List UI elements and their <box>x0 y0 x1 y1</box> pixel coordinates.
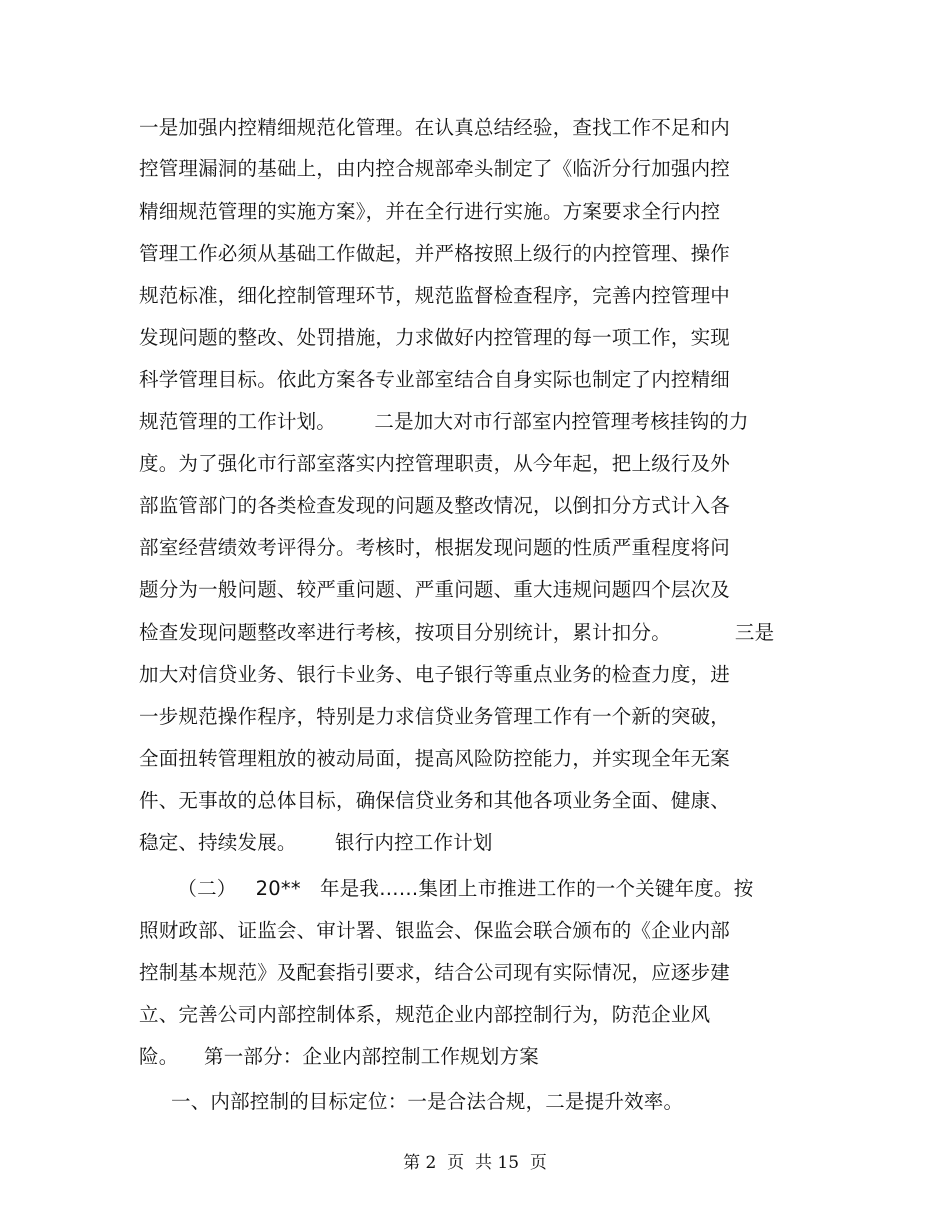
text-line: 控制基本规范》及配套指引要求，结合公司现有实际情况，应逐步建 <box>139 961 731 984</box>
text-line: 检查发现问题整改率进行考核，按项目分别统计，累计扣分。 三是 <box>139 621 775 644</box>
text-line: 稳定、持续发展。 银行内控工作计划 <box>139 831 493 854</box>
text-line: 规范管理的工作计划。 二是加大对市行部室内控管理考核挂钩的力 <box>139 410 749 433</box>
text-line: 全面扭转管理粗放的被动局面，提高风险防控能力，并实现全年无案 <box>139 747 731 770</box>
text-line: 加大对信贷业务、银行卡业务、电子银行等重点业务的检查力度，进 <box>139 663 731 686</box>
text-line: 件、无事故的总体目标，确保信贷业务和其他各项业务全面、健康、 <box>139 789 731 812</box>
text-line: 控管理漏洞的基础上，由内控合规部牵头制定了《临沂分行加强内控 <box>139 157 731 180</box>
text-line: 科学管理目标。依此方案各专业部室结合自身实际也制定了内控精细 <box>139 368 731 391</box>
text-line: 照财政部、证监会、审计署、银监会、保监会联合颁布的《企业内部 <box>139 919 731 942</box>
text-line: 题分为一般问题、较严重问题、严重问题、重大违规问题四个层次及 <box>139 578 731 601</box>
text-line: 一是加强内控精细规范化管理。在认真总结经验，查找工作不足和内 <box>139 116 731 139</box>
text-line: 精细规范管理的实施方案》，并在全行进行实施。方案要求全行内控 <box>139 200 721 223</box>
text-line: 一步规范操作程序，特别是力求信贷业务管理工作有一个新的突破， <box>139 705 731 728</box>
text-line: （二） 20** 年是我……集团上市推进工作的一个关键年度。按 <box>139 877 754 900</box>
text-line: 度。为了强化市行部室落实内控管理职责，从今年起，把上级行及外 <box>139 452 731 475</box>
text-line: 立、完善公司内部控制体系，规范企业内部控制行为，防范企业风 <box>139 1003 711 1026</box>
text-line: 险。 第一部分：企业内部控制工作规划方案 <box>139 1045 539 1068</box>
text-line: 部室经营绩效考评得分。考核时，根据发现问题的性质严重程度将问 <box>139 536 731 559</box>
text-line: 管理工作必须从基础工作做起，并严格按照上级行的内控管理、操作 <box>139 242 731 265</box>
text-line: 发现问题的整改、处罚措施，力求做好内控管理的每一项工作，实现 <box>139 326 731 349</box>
text-line: 一、内部控制的目标定位：一是合法合规，二是提升效率。 <box>139 1090 684 1113</box>
text-line: 规范标准，细化控制管理环节，规范监督检查程序，完善内控管理中 <box>139 284 731 307</box>
page-footer: 第 2 页 共 15 页 <box>403 1153 547 1173</box>
text-line: 部监管部门的各类检查发现的问题及整改情况，以倒扣分方式计入各 <box>139 494 731 517</box>
